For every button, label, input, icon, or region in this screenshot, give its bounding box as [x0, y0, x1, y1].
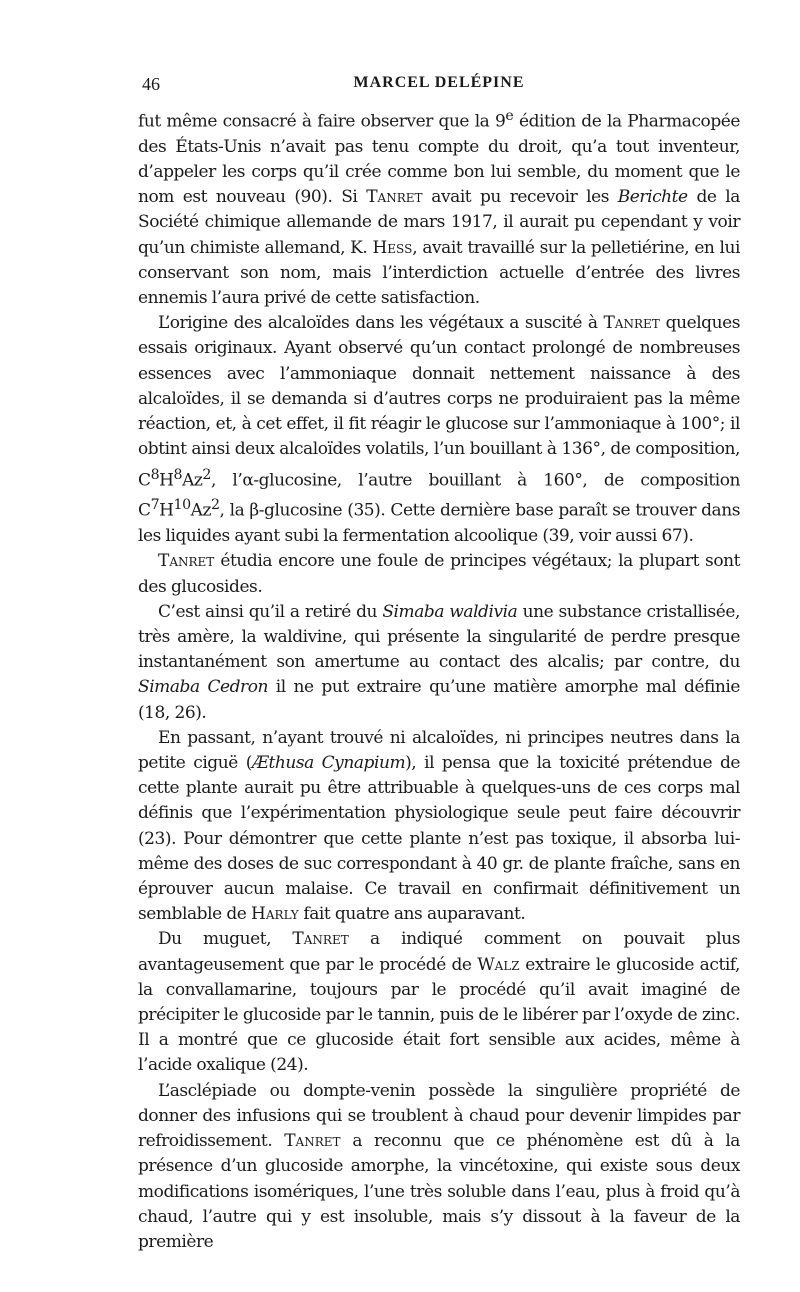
author-name: Tanret	[603, 313, 660, 334]
superscript: 7	[150, 497, 160, 514]
text-run: une substance cristallisée, très amère, la waldivine, qui présente la singularité de perdre presque instantanément son amertume au contact des alcalis; par contre, du	[138, 601, 740, 673]
text-run: L’asclépiade ou dompte-venin possède la singulière propriété de donner des infusions qui se troublent à chaud pour devenir limpides par refroidissement.	[138, 1080, 740, 1152]
text-run: fait quatre ans auparavant.	[298, 904, 526, 925]
text-run: Az	[182, 470, 203, 491]
text-run: En passant, n’ayant trouvé ni alcaloïdes, ni principes neutres dans la petite ciguë (	[138, 727, 740, 774]
superscript: 10	[173, 497, 191, 514]
paragraph	[138, 311, 740, 549]
text-run: Du muguet,	[158, 929, 293, 950]
paragraph	[138, 549, 740, 599]
italic-term: Simaba waldivia	[382, 601, 518, 622]
text-run: extraire le glucoside actif, la convallamarine, toujours par le procédé qu’il avait imaginé de précipiter le glucoside par le tannin, puis de le libérer par l’oxyde de zinc. Il a montré que ce glucoside était fort sensible aux acides, même à l’acide oxalique (24).	[138, 954, 740, 1076]
text-run: Az	[190, 501, 211, 522]
superscript: 8	[173, 466, 183, 483]
text-run: édition de la Pharmacopée des États-Unis n’avait pas tenu compte du droit, qu’a tout inventeur, d’appeler les corps qu’il crée comme bon lui semble, du moment que le nom est nouveau (90). Si	[138, 111, 740, 208]
text-run: , avait travaillé sur la pelletiérine, en lui conservant son nom, mais l’interdiction actuelle d’entrée des livres ennemis l’aura privé de cette satisfaction.	[138, 237, 740, 309]
paragraph	[138, 1079, 740, 1255]
running-head: MARCEL DELÉPINE	[353, 74, 525, 91]
text-run: a reconnu que ce phénomène est dû à la présence d’un glucoside amorphe, la vincétoxine, qui existe sous deux modifications isomériques, l’une très soluble dans l’eau, plus à froid qu’à chaud, l’autre qui y est insoluble, mais s’y dissout à la faveur de la première	[138, 1131, 740, 1252]
text-run: L’origine des alcaloïdes dans les végétaux a suscité à	[158, 313, 604, 334]
body-text	[138, 104, 740, 1255]
text-run: H	[159, 470, 174, 491]
text-run: étudia encore une foule de principes végétaux; la plupart sont des glucosides.	[138, 551, 740, 597]
paragraph	[138, 726, 740, 928]
author-name: Tanret	[284, 1131, 341, 1152]
superscript: 8	[150, 466, 160, 483]
author-name: Harly	[251, 904, 299, 925]
author-name: Tanret	[292, 929, 349, 950]
paragraph	[138, 600, 740, 726]
text-run: de la Société chimique allemande de mars 1917, il aurait pu cependant y voir qu’un chimiste allemand, K.	[138, 187, 740, 258]
text-run: a indiqué comment on pouvait plus avantageusement que par le procédé de	[138, 929, 740, 975]
author-name: Tanret	[366, 187, 423, 208]
author-name: Tanret	[158, 551, 215, 572]
italic-term: Æthusa Cynapium	[251, 753, 406, 774]
text-run: C’est ainsi qu’il a retiré du	[158, 601, 383, 622]
page-header	[138, 70, 740, 104]
paragraph	[138, 104, 740, 311]
text-run: avait pu recevoir les	[422, 187, 618, 208]
italic-term: Berichte	[617, 187, 688, 208]
text-run: ), il pensa que la toxicité prétendue de cette plante aurait pu être attribuable à quelques-uns de ces corps mal définis que l’expérimentation physiologique seule peut faire découvrir (23). Pour démontrer que cette plante n’est pas toxique, il absorba lui-même des doses de suc correspondant à 40 gr. de plante fraîche, sans en éprouver aucun malaise. Ce travail en confirmait définitivement un semblable de	[138, 753, 740, 925]
paragraph	[138, 927, 740, 1078]
text-run: il ne put extraire qu’une matière amorphe mal définie (18, 26).	[138, 677, 740, 723]
author-name: Hess	[372, 237, 413, 258]
text-run: quelques essais originaux. Ayant observé qu’un contact prolongé de nombreuses essences avec l’ammoniaque donnait nettement naissance à des alcaloïdes, il se demanda si d’autres corps ne produiraient pas la même réaction, et, à cet effet, il fit réagir le glucose sur l’ammoniaque à 100°; il obtint ainsi deux alcaloïdes volatils, l’un bouillant à 136°, de composition, C	[138, 313, 741, 491]
text-run: fut même consacré à faire observer que la 9	[138, 111, 506, 132]
superscript: 2	[210, 497, 220, 514]
text-run: , la β-glucosine (35). Cette dernière base paraît se trouver dans les liquides ayant subi la fermentation alcoolique (39, voir aussi 67).	[138, 501, 740, 547]
author-name: Walz	[477, 954, 520, 975]
superscript: 2	[202, 466, 211, 483]
page-number: 46	[142, 74, 160, 94]
superscript: e	[505, 108, 514, 124]
book-page	[138, 70, 740, 1255]
text-run: , l’α-glucosine, l’autre bouillant à 160°, de composition C	[138, 470, 740, 522]
text-run: H	[159, 501, 174, 522]
italic-term: Simaba Cedron	[138, 677, 268, 698]
